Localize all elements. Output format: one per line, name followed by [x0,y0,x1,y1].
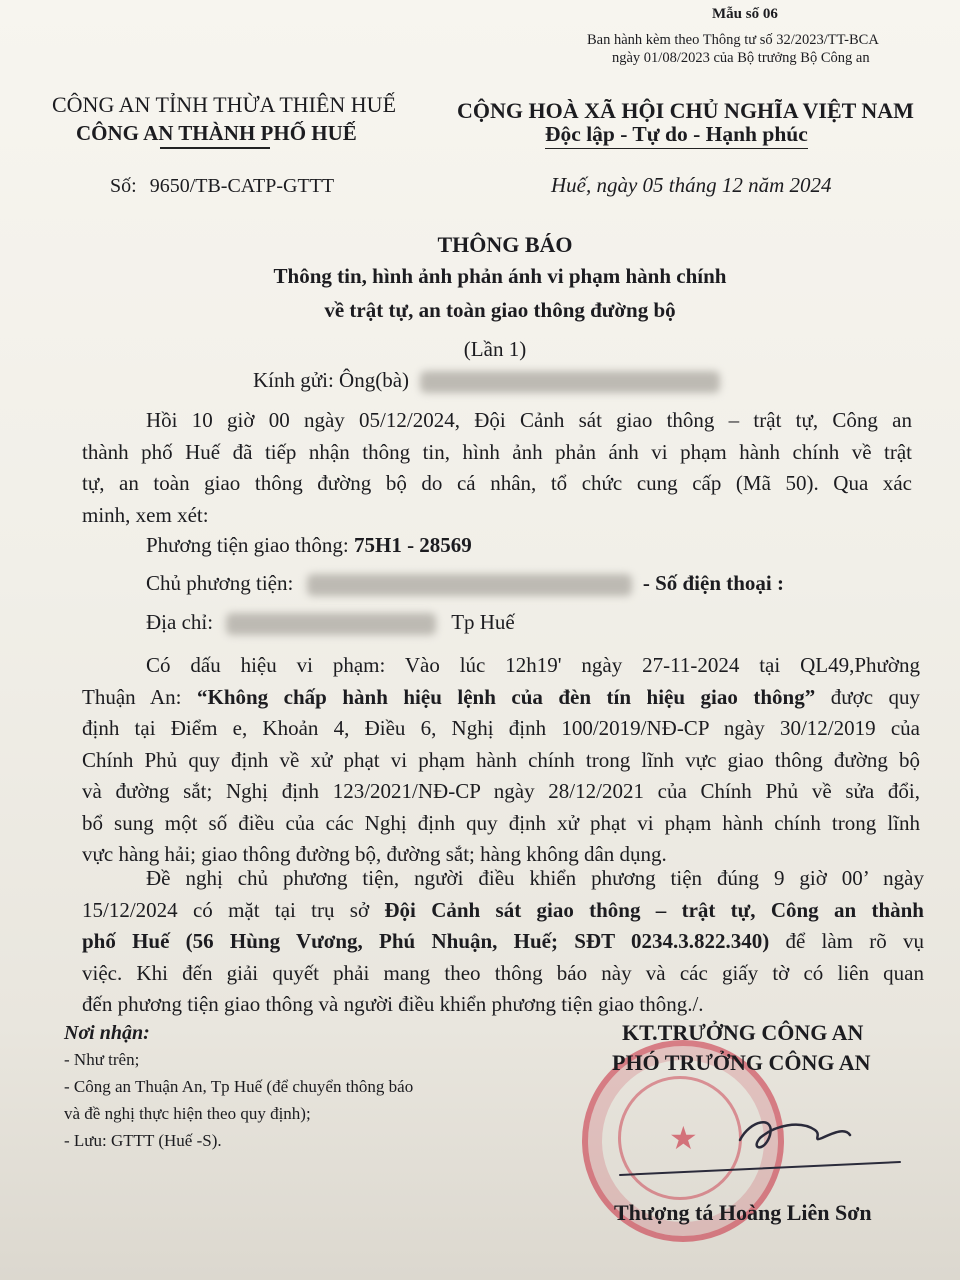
agency-parent: CÔNG AN TỈNH THỪA THIÊN HUẾ [52,92,397,117]
intro-line: Hồi 10 giờ 00 ngày 05/12/2024, Đội Cảnh sát giao thông – trật tự, Công an [146,408,912,432]
request-purpose: để làm rõ vụ [769,929,924,953]
recipients-item: - Lưu: GTTT (Huế -S). [64,1131,222,1150]
form-ref-line1: Ban hành kèm theo Thông tư số 32/2023/TT-BCA [587,32,879,48]
intro-line: tự, an toàn giao thông đường bộ do cá nhân, tổ chức cung cấp (Mã 50). Qua xác [82,471,912,495]
violation-line: và đường sắt; Nghị định 123/2021/NĐ-CP ngày 28/12/2021 của Chính Phủ về sửa đổi, [82,779,920,803]
violation-line: vực hàng hải; giao thông đường bộ, đường sắt; hàng không dân dụng. [82,842,667,866]
request-line-3 [82,926,924,958]
intro-line: thành phố Huế đã tiếp nhận thông tin, hình ảnh phản ánh vi phạm hành chính về trật [82,439,912,464]
request-line: Đề nghị chủ phương tiện, người điều khiển phương tiện đúng 9 giờ 00’ ngày [146,866,924,890]
violation-tail: được quy [815,684,921,709]
violation-line: Chính Phủ quy định về xử phạt vi phạm hành chính trong lĩnh vực giao thông đường bộ [82,747,920,772]
reference-value: 9650/TB-CATP-GTTT [149,175,335,197]
country-name: CỘNG HOÀ XÃ HỘI CHỦ NGHĨA VIỆT NAM [457,98,914,123]
request-office: Đội Cảnh sát giao thông – trật tự, Công an thành [384,897,924,922]
recipients-title: Nơi nhận: [64,1022,150,1044]
violation-line: định tại Điểm e, Khoản 4, Điều 6, Nghị định 100/2019/NĐ-CP ngày 30/12/2019 của [82,716,920,740]
request-line: đến phương tiện giao thông và người điều khiển phương tiện giao thông./. [82,992,704,1016]
notice-attempt: (Lần 1) [463,337,527,361]
request-address: phố Huế (56 Hùng Vương, Phú Nhuận, Huế; SĐT 0234.3.822.340) [82,929,770,953]
signer-role-2: PHÓ TRƯỞNG CÔNG AN [612,1050,871,1075]
agency-underline [160,147,270,149]
intro-line: minh, xem xét: [82,502,209,527]
violation-line-2 [82,682,920,714]
request-date: 15/12/2024 có mặt tại trụ sở [82,897,385,922]
redacted-owner-name [307,574,632,596]
recipients-item: - Công an Thuận An, Tp Huế (để chuyển thông báo [64,1077,414,1096]
agency-name: CÔNG AN THÀNH PHỐ HUẾ [76,121,357,145]
recipient-line [253,368,720,393]
address-line [146,610,515,635]
form-number: Mẫu số 06 [712,6,778,22]
redacted-address [226,613,436,635]
vehicle-line [146,533,472,558]
intro-paragraph [82,405,912,531]
violation-paragraph [82,650,920,871]
recipients-item: và đề nghị thực hiện theo quy định); [64,1104,311,1123]
request-line: việc. Khi đến giải quyết phải mang theo thông báo này và các giấy tờ có liên quan [82,960,924,985]
violation-offense: “Không chấp hành hiệu lệnh của đèn tín hiệu giao thông” [196,684,816,709]
address-label: Địa chỉ: [146,610,214,634]
handwritten-signature [600,1080,920,1190]
recipient-label: Kính gửi: Ông(bà) [253,368,410,392]
seal-star-icon: ★ [669,1120,698,1156]
request-paragraph [82,863,924,1021]
notice-subtitle-2: về trật tự, an toàn giao thông đường bộ [324,298,676,322]
owner-line [146,571,784,596]
form-ref-line2: ngày 01/08/2023 của Bộ trưởng Bộ Công an [612,50,870,66]
notice-subtitle-1: Thông tin, hình ảnh phản ánh vi phạm hành chính [273,264,727,288]
owner-label: Chủ phương tiện: [146,571,294,595]
phone-label: - Số điện thoại : [642,571,785,595]
vehicle-label: Phương tiện giao thông: [146,533,349,557]
violation-line: Có dấu hiệu vi phạm: Vào lúc 12h19' ngày 27-11-2024 tại QL49,Phường [146,653,920,677]
national-slogan: Độc lập - Tự do - Hạnh phúc [545,122,808,149]
notice-title: THÔNG BÁO [437,232,573,257]
redacted-recipient-name [420,371,720,393]
reference-label: Số: [110,175,137,197]
reference-number [110,175,334,198]
address-city: Tp Huế [451,610,515,634]
signer-name: Thượng tá Hoàng Liên Sơn [614,1200,872,1225]
violation-location: Thuận An: [82,684,197,709]
request-line-2 [82,895,924,927]
violation-line: bổ sung một số điều của các Nghị định quy định xử phạt vi phạm hành chính trong lĩnh [82,810,920,835]
signer-role-1: KT.TRƯỞNG CÔNG AN [622,1020,864,1045]
license-plate: 75H1 - 28569 [353,533,472,557]
recipients-item: - Như trên; [64,1050,140,1069]
document-date: Huế, ngày 05 tháng 12 năm 2024 [551,173,832,197]
